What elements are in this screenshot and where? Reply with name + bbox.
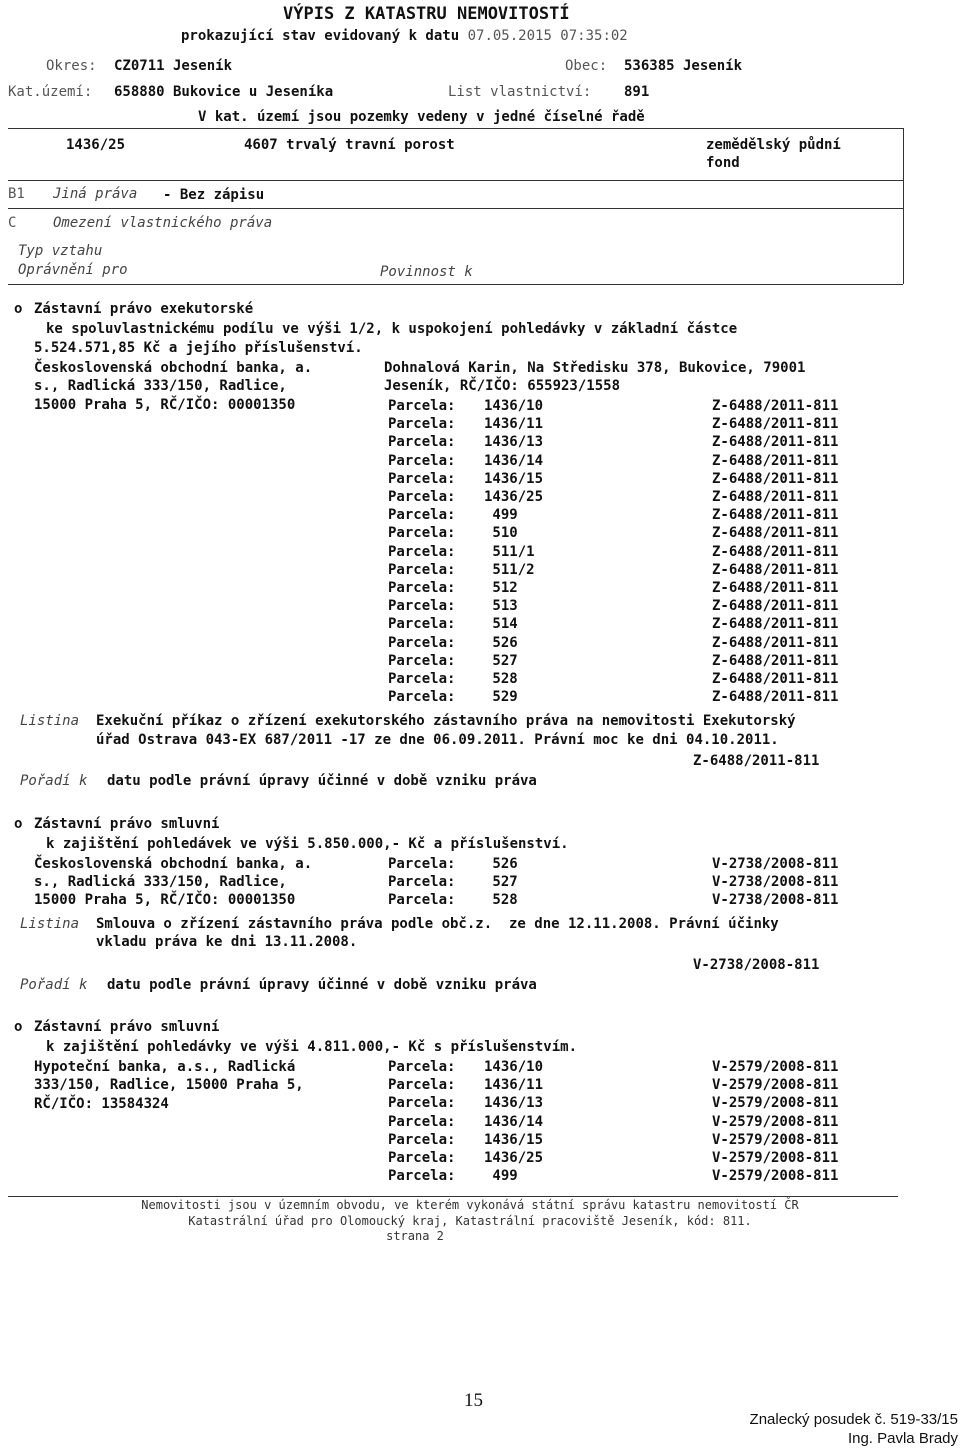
opravneni-pro-label: Oprávnění pro: [18, 262, 128, 278]
parcel-number-cell: 1436/25: [484, 489, 544, 505]
entry1-desc-2: 5.524.571,85 Kč a jejího příslušenství.: [34, 340, 363, 356]
parcel-label: Parcela:: [388, 489, 456, 505]
obec-value: 536385 Jeseník: [624, 58, 743, 74]
parcel-number-cell: 1436/15: [484, 1131, 544, 1148]
entry2-listina-label: Listina: [20, 916, 80, 932]
parcel-label: Parcela:: [388, 598, 456, 615]
document-subtitle: prokazující stav evidovaný k datu 07.05.2015 07:35:02: [181, 28, 628, 44]
parcel-reference: Z-6488/2011-811: [712, 634, 839, 651]
obec-label: Obec:: [565, 58, 608, 74]
parcel-label: Parcela:: [388, 543, 456, 560]
list-value: 891: [624, 84, 650, 100]
entry1-creditor-2: s., Radlická 333/150, Radlice,: [34, 378, 287, 394]
entry1-poradi-text: datu podle právní úpravy účinné v době vzniku práva: [107, 773, 537, 789]
parcel-label: Parcela:: [388, 1095, 456, 1112]
parcel-reference: Z-6488/2011-811: [712, 416, 839, 433]
column-header-rule: [8, 284, 903, 285]
entry3-bullet: o: [14, 1019, 23, 1035]
parcel-area-use: 4607 trvalý travní porost: [244, 137, 455, 153]
parcel-number-cell: 528: [484, 892, 518, 908]
parcel-reference: V-2579/2008-811: [712, 1095, 839, 1112]
parcel-reference: Z-6488/2011-811: [712, 580, 839, 596]
parcel-label: Parcela:: [388, 652, 456, 669]
c-label: Omezení vlastnického práva: [53, 215, 273, 231]
list-label: List vlastnictví:: [448, 84, 592, 100]
header-right-border: [903, 128, 904, 284]
parcel-reference: Z-6488/2011-811: [712, 398, 839, 414]
footer-rule: [8, 1196, 898, 1197]
parcel-reference: V-2738/2008-811: [712, 856, 839, 872]
parcel-label: Parcela:: [388, 434, 456, 451]
katuzemi-label: Kat.území:: [8, 84, 93, 100]
report-author: Ing. Pavla Brady: [847, 1430, 958, 1447]
b1-value: - Bez zápisu: [163, 187, 265, 203]
typ-vztahu-label: Typ vztahu: [18, 243, 103, 259]
parcel-label: Parcela:: [388, 1077, 456, 1094]
footer-line-3: strana 2: [386, 1229, 444, 1243]
parcel-number-cell: 1436/11: [484, 1077, 544, 1094]
parcel-reference: Z-6488/2011-811: [712, 671, 839, 687]
parcel-label: Parcela:: [388, 452, 456, 469]
parcel-reference: Z-6488/2011-811: [712, 561, 839, 578]
parcel-label: Parcela:: [388, 507, 456, 524]
parcel-reference: Z-6488/2011-811: [712, 452, 839, 469]
entry2-poradi-text: datu podle právní úpravy účinné v době vzniku práva: [107, 977, 537, 993]
entry2-bullet: o: [14, 816, 23, 832]
parcel-number: 1436/25: [66, 137, 126, 153]
parcel-label: Parcela:: [388, 580, 456, 596]
entry2-listina-ref: V-2738/2008-811: [693, 957, 820, 973]
entry1-listina-ref: Z-6488/2011-811: [693, 753, 820, 769]
entry2-listina-2: vkladu práva ke dni 13.11.2008.: [96, 934, 358, 950]
cadastre-note: V kat. území jsou pozemky vedeny v jedné číselné řadě: [198, 109, 645, 125]
parcel-reference: V-2738/2008-811: [712, 892, 839, 908]
entry2-creditor-1: Československá obchodní banka, a.: [34, 856, 313, 872]
footer-line-1: Nemovitosti jsou v územním obvodu, ve kterém vykonává státní správu katastru nemovitostí ČR: [141, 1198, 799, 1212]
parcel-label: Parcela:: [388, 561, 456, 578]
entry2-poradi-label: Pořadí k: [20, 977, 88, 993]
katuzemi-value: 658880 Bukovice u Jeseníka: [114, 84, 334, 100]
parcel-label: Parcela:: [388, 874, 456, 890]
povinnost-k-label: Povinnost k: [380, 264, 473, 280]
entry1-title: Zástavní právo exekutorské: [34, 301, 254, 317]
parcel-number-cell: 513: [484, 598, 518, 615]
parcel-reference: V-2579/2008-811: [712, 1059, 839, 1075]
parcel-label: Parcela:: [388, 689, 456, 706]
entry1-listina-1: Exekuční příkaz o zřízení exekutorského zástavního práva na nemovitosti Exekutorský: [96, 713, 796, 729]
parcel-number-cell: 529: [484, 689, 518, 706]
report-number: Znalecký posudek č. 519-33/15: [749, 1411, 958, 1428]
b1-code: B1: [8, 186, 25, 202]
parcel-number-cell: 510: [484, 525, 518, 542]
entry1-bullet: o: [14, 301, 23, 317]
parcel-number-cell: 1436/10: [484, 398, 544, 414]
header-rule: [8, 128, 903, 129]
footer-line-2: Katastrální úřad pro Olomoucký kraj, Katastrální pracoviště Jeseník, kód: 811.: [188, 1214, 752, 1228]
parcel-reference: Z-6488/2011-811: [712, 489, 839, 505]
parcel-label: Parcela:: [388, 634, 456, 651]
entry1-creditor-1: Československá obchodní banka, a.: [34, 360, 313, 376]
parcel-label: Parcela:: [388, 616, 456, 633]
parcel-number-cell: 1436/15: [484, 470, 544, 487]
entry2-desc-1: k zajištění pohledávek ve výši 5.850.000,- Kč a příslušenství.: [46, 836, 569, 852]
parcel-reference: V-2579/2008-811: [712, 1150, 839, 1166]
subtitle-date: 07.05.2015 07:35:02: [467, 28, 628, 44]
parcel-number-cell: 1436/10: [484, 1059, 544, 1075]
b1-label: Jiná práva: [53, 186, 138, 202]
parcel-number-cell: 526: [484, 856, 518, 872]
document-title: VÝPIS Z KATASTRU NEMOVITOSTÍ: [283, 4, 570, 24]
entry3-desc-1: k zajištění pohledávky ve výši 4.811.000,- Kč s příslušenstvím.: [46, 1039, 578, 1055]
parcel-protection-2: fond: [706, 155, 740, 171]
parcel-reference: V-2579/2008-811: [712, 1131, 839, 1148]
parcel-reference: Z-6488/2011-811: [712, 525, 839, 542]
entry1-listina-label: Listina: [20, 713, 80, 729]
entry1-debtor-1: Dohnalová Karin, Na Středisku 378, Bukovice, 79001: [384, 360, 806, 376]
parcel-number-cell: 527: [484, 652, 518, 669]
parcel-label: Parcela:: [388, 416, 456, 433]
section-rule-b1: [8, 180, 903, 181]
parcel-label: Parcela:: [388, 1113, 456, 1130]
entry3-creditor-2: 333/150, Radlice, 15000 Praha 5,: [34, 1077, 304, 1093]
parcel-reference: Z-6488/2011-811: [712, 507, 839, 524]
entry1-desc-1: ke spoluvlastnickému podílu ve výši 1/2, k uspokojení pohledávky v základní částce: [46, 321, 738, 337]
parcel-label: Parcela:: [388, 1150, 456, 1166]
entry2-creditor-2: s., Radlická 333/150, Radlice,: [34, 874, 287, 890]
entry1-creditor-3: 15000 Praha 5, RČ/IČO: 00001350: [34, 397, 296, 413]
parcel-number-cell: 1436/14: [484, 452, 544, 469]
page-number: 15: [464, 1390, 483, 1411]
parcel-number-cell: 499: [484, 1168, 518, 1185]
parcel-number-cell: 1436/25: [484, 1150, 544, 1166]
entry1-listina-2: úřad Ostrava 043-EX 687/2011 -17 ze dne 06.09.2011. Právní moc ke dni 04.10.2011.: [96, 732, 779, 748]
parcel-reference: Z-6488/2011-811: [712, 652, 839, 669]
section-rule-c: [8, 208, 903, 209]
parcel-number-cell: 511/2: [484, 561, 535, 578]
parcel-reference: Z-6488/2011-811: [712, 689, 839, 706]
parcel-number-cell: 527: [484, 874, 518, 890]
parcel-reference: Z-6488/2011-811: [712, 598, 839, 615]
parcel-reference: Z-6488/2011-811: [712, 470, 839, 487]
parcel-reference: Z-6488/2011-811: [712, 434, 839, 451]
parcel-label: Parcela:: [388, 892, 456, 908]
entry1-poradi-label: Pořadí k: [20, 773, 88, 789]
parcel-reference: V-2738/2008-811: [712, 874, 839, 890]
entry2-title: Zástavní právo smluvní: [34, 816, 220, 832]
entry3-title: Zástavní právo smluvní: [34, 1019, 220, 1035]
parcel-number-cell: 1436/13: [484, 434, 544, 451]
entry1-debtor-2: Jeseník, RČ/IČO: 655923/1558: [384, 378, 621, 394]
parcel-number-cell: 499: [484, 507, 518, 524]
parcel-number-cell: 512: [484, 580, 518, 596]
entry3-creditor-3: RČ/IČO: 13584324: [34, 1096, 169, 1112]
okres-label: Okres:: [46, 58, 97, 74]
parcel-protection-1: zemědělský půdní: [706, 137, 841, 153]
parcel-label: Parcela:: [388, 1059, 456, 1075]
entry2-creditor-3: 15000 Praha 5, RČ/IČO: 00001350: [34, 892, 296, 908]
parcel-number-cell: 1436/13: [484, 1095, 544, 1112]
parcel-reference: V-2579/2008-811: [712, 1168, 839, 1185]
parcel-label: Parcela:: [388, 1168, 456, 1185]
parcel-reference: Z-6488/2011-811: [712, 543, 839, 560]
parcel-reference: V-2579/2008-811: [712, 1113, 839, 1130]
parcel-label: Parcela:: [388, 525, 456, 542]
parcel-reference: Z-6488/2011-811: [712, 616, 839, 633]
c-code: C: [8, 215, 17, 231]
parcel-label: Parcela:: [388, 470, 456, 487]
parcel-label: Parcela:: [388, 856, 456, 872]
entry3-creditor-1: Hypoteční banka, a.s., Radlická: [34, 1059, 296, 1075]
parcel-number-cell: 1436/11: [484, 416, 544, 433]
parcel-number-cell: 511/1: [484, 543, 535, 560]
parcel-label: Parcela:: [388, 1131, 456, 1148]
parcel-label: Parcela:: [388, 671, 456, 687]
parcel-reference: V-2579/2008-811: [712, 1077, 839, 1094]
entry2-listina-1: Smlouva o zřízení zástavního práva podle obč.z. ze dne 12.11.2008. Právní účinky: [96, 916, 779, 932]
parcel-number-cell: 514: [484, 616, 518, 633]
okres-value: CZ0711 Jeseník: [114, 58, 233, 74]
parcel-label: Parcela:: [388, 398, 456, 414]
parcel-number-cell: 526: [484, 634, 518, 651]
parcel-number-cell: 1436/14: [484, 1113, 544, 1130]
parcel-number-cell: 528: [484, 671, 518, 687]
